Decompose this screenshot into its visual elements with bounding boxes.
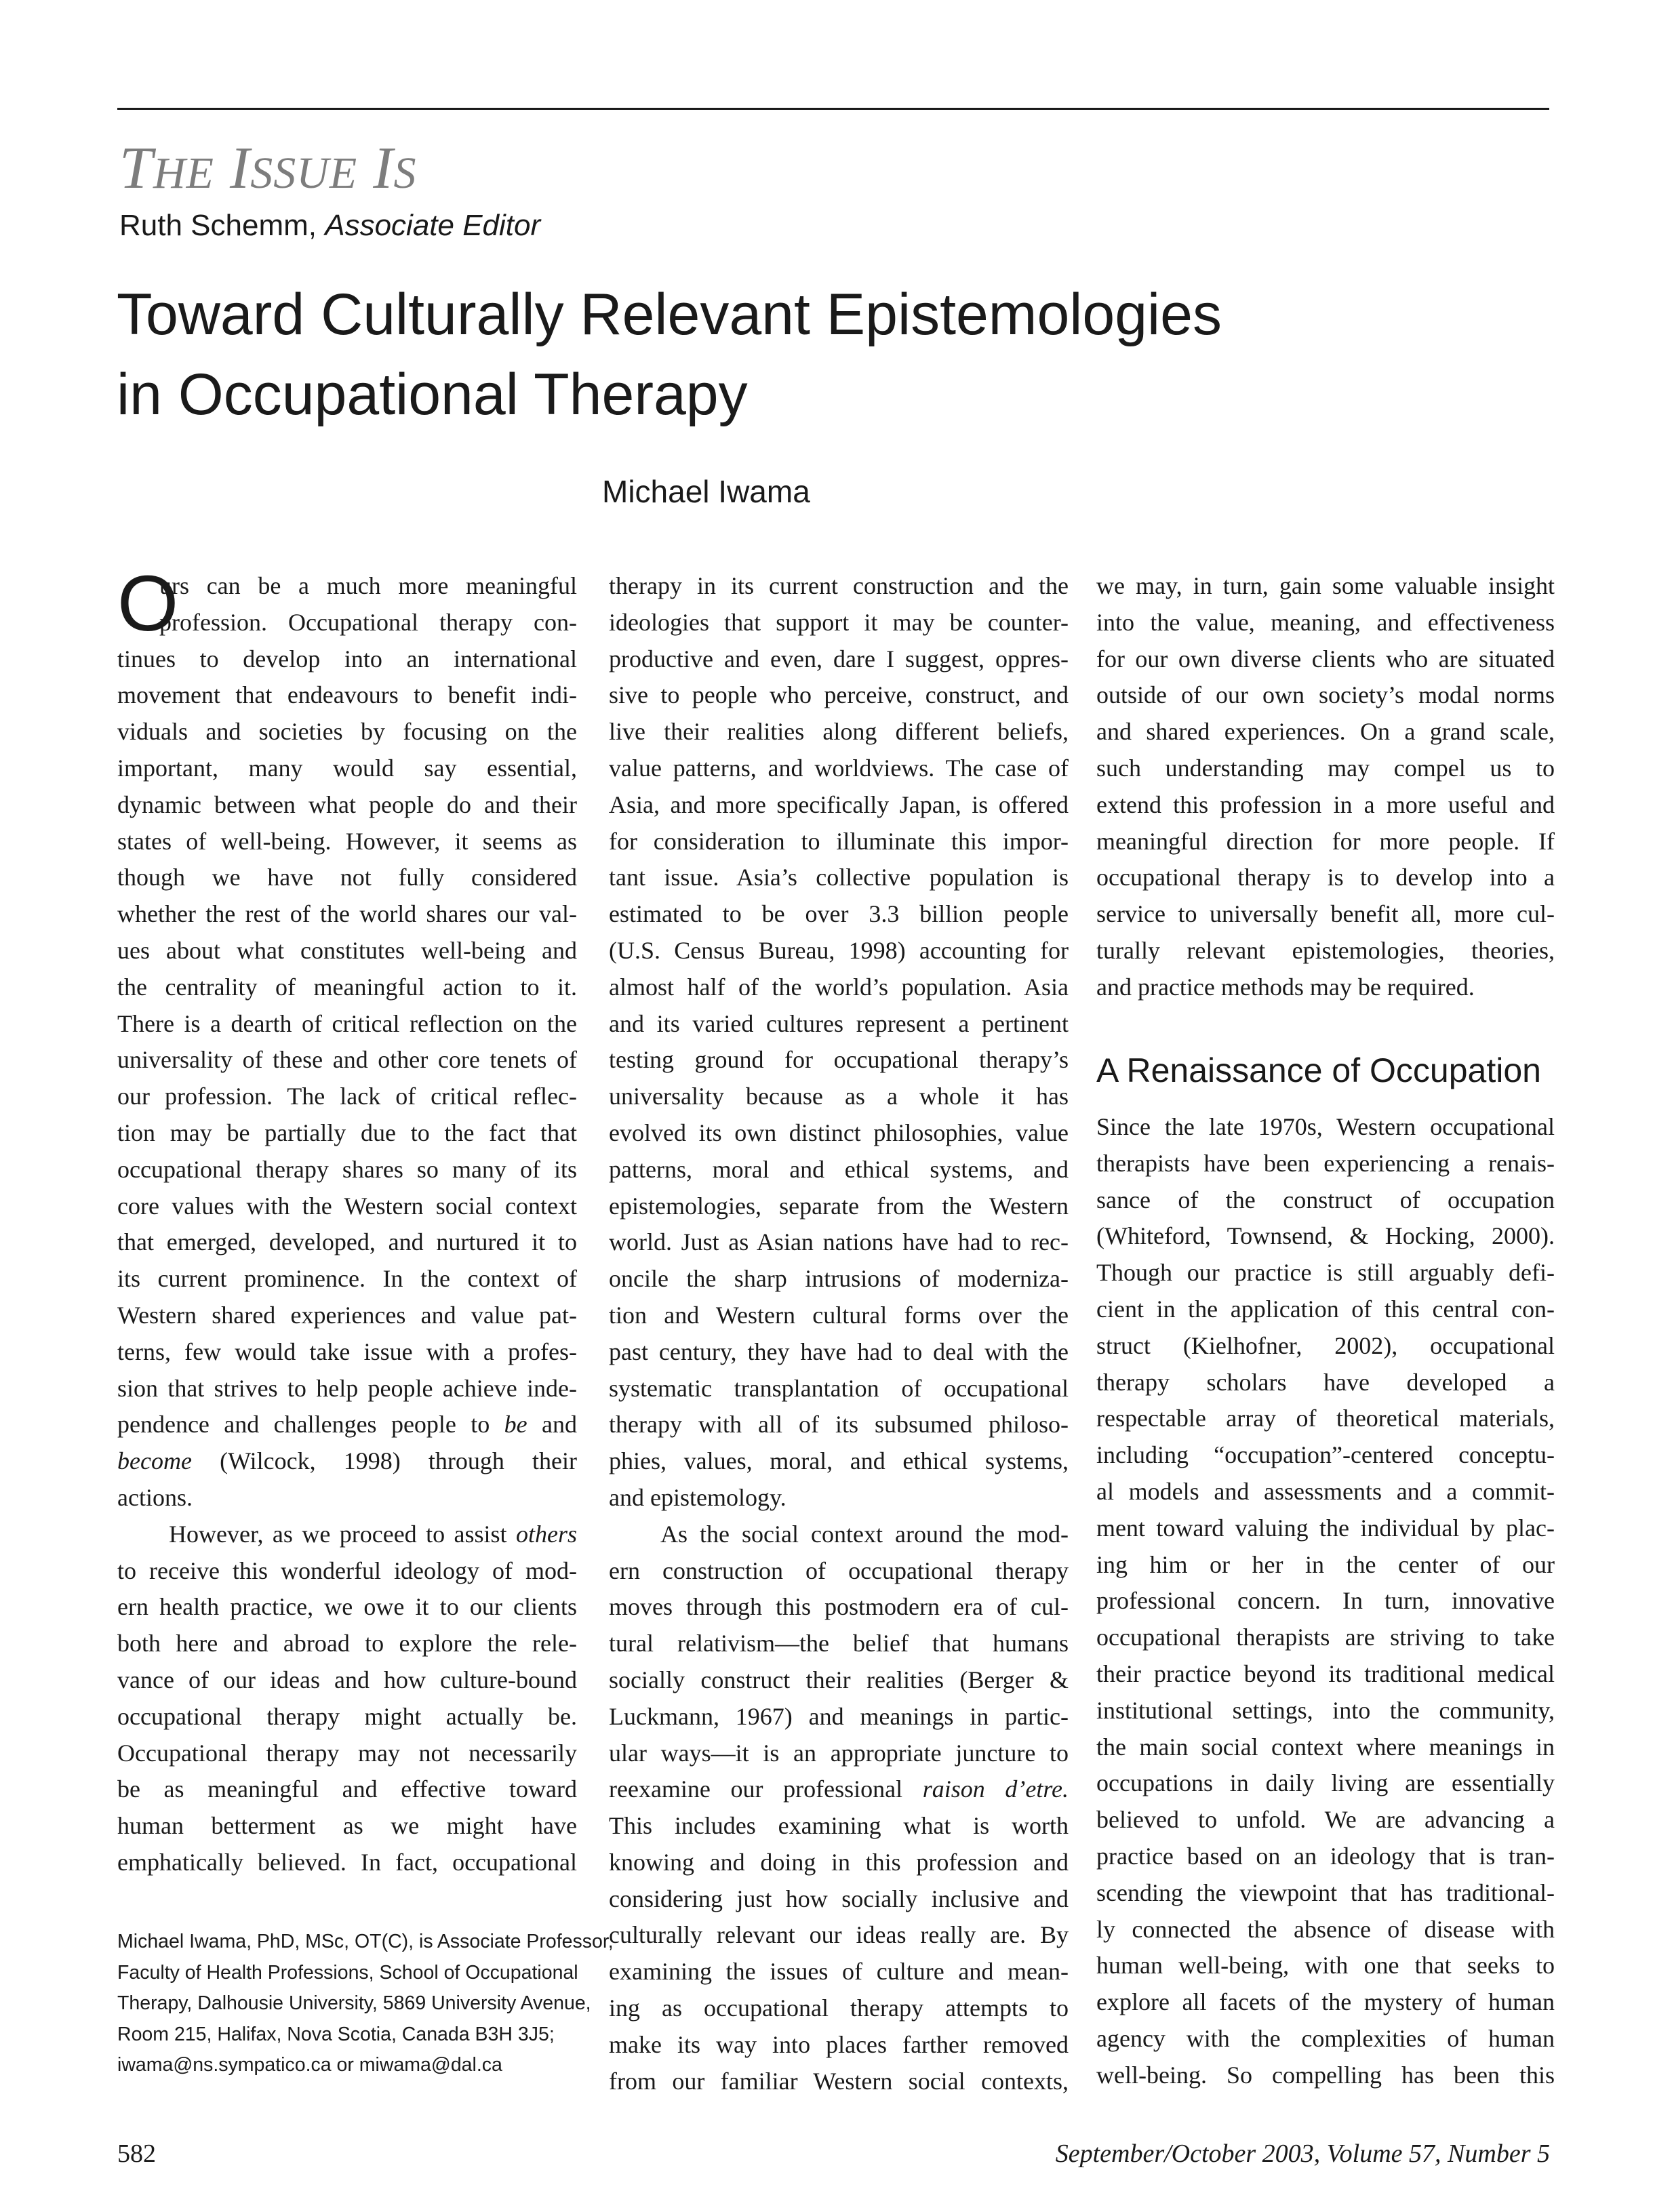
text-line: terns, few would take issue with a profes- [117, 1338, 577, 1365]
text-line: culturally relevant our ideas really are. By [609, 1921, 1069, 1949]
author-footnote [117, 1927, 614, 2081]
text-line: estimated to be over 3.3 billion people [609, 900, 1069, 928]
text-line: cient in the application of this central con- [1096, 1295, 1555, 1323]
text-line: socially construct their realities (Berger & [609, 1666, 1069, 1693]
text-line: universality because as a whole it has [609, 1083, 1069, 1110]
text-line: moves through this postmodern era of cul- [609, 1593, 1069, 1621]
text-line: for our own diverse clients who are situated [1096, 645, 1555, 672]
text-line: systematic transplantation of occupational [609, 1374, 1069, 1402]
text-line: institutional settings, into the community, [1096, 1696, 1555, 1724]
text-line: (Whiteford, Townsend, & Hocking, 2000). [1096, 1222, 1555, 1250]
text-line: agency with the complexities of human [1096, 2024, 1555, 2052]
text-line: make its way into places farther removed [609, 2030, 1069, 2058]
text-line: ideologies that support it may be counter- [609, 608, 1069, 636]
text-line: whether the rest of the world shares our val- [117, 900, 577, 928]
text-line: struct (Kielhofner, 2002), occupational [1096, 1331, 1555, 1359]
text-line: emphatically believed. In fact, occupational [117, 1848, 577, 1876]
text-line: such understanding may compel us to [1096, 754, 1555, 782]
text-line: sion that strives to help people achieve inde- [117, 1374, 577, 1402]
text-line: explore all facets of the mystery of human [1096, 1988, 1555, 2016]
text-line: the centrality of meaningful action to it. [117, 973, 577, 1001]
text-line: be as meaningful and effective toward [117, 1775, 577, 1803]
section-heading: A Renaissance of Occupation [1096, 1051, 1541, 1089]
text-line: value patterns, and worldviews. The case of [609, 754, 1069, 782]
text-line: Western shared experiences and value pat- [117, 1301, 577, 1329]
text-line: to receive this wonderful ideology of mod- [117, 1556, 577, 1584]
text-line: phies, values, moral, and ethical systems, [609, 1447, 1069, 1475]
page-number: 582 [117, 2139, 156, 2168]
text-line: therapy in its current construction and the [609, 572, 1069, 599]
text-line: turally relevant epistemologies, theories, [1096, 936, 1555, 964]
text-line: (U.S. Census Bureau, 1998) accounting for [609, 936, 1069, 964]
text-line: occupations in daily living are essentially [1096, 1769, 1555, 1797]
text-line: occupational therapists are striving to take [1096, 1624, 1555, 1651]
text-line: for consideration to illuminate this impor- [609, 827, 1069, 855]
footnote-line: Therapy, Dalhousie University, 5869 University Avenue, [117, 1992, 591, 2014]
text-line: tion may be partially due to the fact that [117, 1119, 577, 1146]
article-title-line-2: in Occupational Therapy [117, 362, 748, 427]
text-line: vance of our ideas and how culture-bound [117, 1666, 577, 1693]
text-line: However, as we proceed to assist others [169, 1520, 577, 1548]
footnote-line: iwama@ns.sympatico.ca or miwama@dal.ca [117, 2054, 502, 2076]
text-line: and epistemology. [609, 1483, 786, 1511]
text-line: ing him or her in the center of our [1096, 1550, 1555, 1578]
editor-line [119, 209, 540, 243]
body-column-3-continued [1096, 1109, 1555, 2094]
text-line: movement that endeavours to benefit indi- [117, 681, 577, 709]
text-line: respectable array of theoretical materials, [1096, 1405, 1555, 1432]
text-line: Occupational therapy may not necessarily [117, 1739, 577, 1767]
text-line: from our familiar Western social contexts, [609, 2067, 1069, 2095]
text-line: As the social context around the mod- [660, 1520, 1069, 1548]
text-line: that emerged, developed, and nurtured it to [117, 1228, 577, 1256]
text-line: viduals and societies by focusing on the [117, 718, 577, 746]
text-line: ing as occupational therapy attempts to [609, 1994, 1069, 2022]
text-line: therapy with all of its subsumed philoso- [609, 1411, 1069, 1439]
text-line: Asia, and more specifically Japan, is offered [609, 790, 1069, 818]
text-line: pendence and challenges people to be and [117, 1411, 577, 1439]
text-line: our profession. The lack of critical reflec- [117, 1083, 577, 1110]
text-line: dynamic between what people do and their [117, 790, 577, 818]
text-line: epistemologies, separate from the Western [609, 1192, 1069, 1220]
text-line: scending the viewpoint that has traditional- [1096, 1878, 1555, 1906]
text-line: ern health practice, we owe it to our clients [117, 1593, 577, 1621]
text-line: tion and Western cultural forms over the [609, 1301, 1069, 1329]
text-line: tant issue. Asia’s collective population is [609, 864, 1069, 891]
text-line: actions. [117, 1483, 193, 1511]
journal-issue: September/October 2003, Volume 57, Number 5 [1055, 2139, 1550, 2168]
text-line: into the value, meaning, and effectiveness [1096, 608, 1555, 636]
editor-name: Ruth Schemm, [119, 209, 325, 242]
text-line: ly connected the absence of disease with [1096, 1915, 1555, 1943]
editor-role: Associate Editor [325, 209, 541, 242]
text-line: believed to unfold. We are advancing a [1096, 1806, 1555, 1834]
text-line: professional concern. In turn, innovative [1096, 1587, 1555, 1615]
dropcap: O [117, 559, 179, 647]
top-rule [117, 108, 1549, 110]
body-column-3 [1096, 568, 1555, 1006]
text-line: ment toward valuing the individual by plac- [1096, 1514, 1555, 1542]
text-line: examining the issues of culture and mean- [609, 1958, 1069, 1986]
text-line: occupational therapy is to develop into a [1096, 864, 1555, 891]
text-line: Luckmann, 1967) and meanings in partic- [609, 1702, 1069, 1730]
text-line: There is a dearth of critical reflection on the [117, 1009, 577, 1037]
text-line: This includes examining what is worth [609, 1812, 1069, 1840]
article-title-line-1: Toward Culturally Relevant Epistemologies [117, 282, 1222, 347]
text-line: core values with the Western social context [117, 1192, 577, 1220]
text-line: ern construction of occupational therapy [609, 1556, 1069, 1584]
text-line: occupational therapy shares so many of its [117, 1155, 577, 1183]
text-line: well-being. So compelling has been this [1096, 2061, 1555, 2089]
text-line: universality of these and other core tenets of [117, 1046, 577, 1074]
text-line: human well-being, with one that seeks to [1096, 1952, 1555, 1979]
text-line: therapists have been experiencing a renais- [1096, 1149, 1555, 1177]
text-line: its current prominence. In the context of [117, 1265, 577, 1293]
text-line: extend this profession in a more useful and [1096, 790, 1555, 818]
text-line: therapy scholars have developed a [1096, 1368, 1555, 1396]
text-line: testing ground for occupational therapy’s [609, 1046, 1069, 1074]
text-line: patterns, moral and ethical systems, and [609, 1155, 1069, 1183]
footnote-line: Faculty of Health Professions, School of Occupational [117, 1961, 578, 1984]
text-line: and practice methods may be required. [1096, 973, 1475, 1001]
text-line: ular ways—it is an appropriate juncture to [609, 1739, 1069, 1767]
text-line: human betterment as we might have [117, 1812, 577, 1840]
text-line: and shared experiences. On a grand scale, [1096, 718, 1555, 746]
text-line: outside of our own society’s modal norms [1096, 681, 1555, 709]
text-line: the main social context where meanings in [1096, 1733, 1555, 1761]
text-line: service to universally benefit all, more cul- [1096, 900, 1555, 928]
text-line: knowing and doing in this profession and [609, 1848, 1069, 1876]
text-line: occupational therapy might actually be. [117, 1702, 577, 1730]
text-line: Though our practice is still arguably defi- [1096, 1259, 1555, 1287]
text-line: past century, they have had to deal with the [609, 1338, 1069, 1365]
text-line: including “occupation”-centered conceptu- [1096, 1441, 1555, 1469]
text-line: become (Wilcock, 1998) through their [117, 1447, 577, 1475]
text-line: practice based on an ideology that is tran- [1096, 1842, 1555, 1870]
text-line: profession. Occupational therapy con- [159, 608, 577, 636]
text-line: productive and even, dare I suggest, oppres- [609, 645, 1069, 672]
author-byline: Michael Iwama [602, 474, 810, 509]
text-line: meaningful direction for more people. If [1096, 827, 1555, 855]
text-line: al models and assessments and a commit- [1096, 1477, 1555, 1505]
text-line: important, many would say essential, [117, 754, 577, 782]
text-line: ues about what constitutes well-being and [117, 936, 577, 964]
text-line: their practice beyond its traditional medical [1096, 1660, 1555, 1687]
text-line: though we have not fully considered [117, 864, 577, 891]
text-line: considering just how socially inclusive and [609, 1885, 1069, 1912]
footnote-line: Michael Iwama, PhD, MSc, OT(C), is Associate Professor, [117, 1931, 614, 1952]
text-line: reexamine our professional raison d’etre. [609, 1775, 1069, 1803]
body-column-2 [609, 568, 1069, 2099]
footnote-line: Room 215, Halifax, Nova Scotia, Canada B3H 3J5; [117, 2023, 555, 2045]
text-line: oncile the sharp intrusions of moderniza- [609, 1265, 1069, 1293]
text-line: tinues to develop into an international [117, 645, 577, 672]
article-title [117, 275, 1405, 435]
text-line: and its varied cultures represent a pertinent [609, 1009, 1069, 1037]
text-line: Since the late 1970s, Western occupational [1096, 1113, 1555, 1140]
text-line: sive to people who perceive, construct, and [609, 681, 1069, 709]
text-line: both here and abroad to explore the rele- [117, 1630, 577, 1657]
text-line: sance of the construct of occupation [1096, 1186, 1555, 1213]
section-label-text: THE ISSUE IS [119, 136, 417, 201]
text-line: urs can be a much more meaningful [159, 572, 577, 599]
text-line: tural relativism—the belief that humans [609, 1630, 1069, 1657]
text-line: almost half of the world’s population. Asia [609, 973, 1069, 1001]
text-line: states of well-being. However, it seems as [117, 827, 577, 855]
body-column-1 [117, 559, 577, 1881]
text-line: evolved its own distinct philosophies, value [609, 1119, 1069, 1146]
text-line: world. Just as Asian nations have had to rec- [609, 1228, 1069, 1256]
text-line: we may, in turn, gain some valuable insight [1096, 572, 1555, 599]
section-label [119, 134, 417, 203]
text-line: live their realities along different beliefs, [609, 718, 1069, 746]
